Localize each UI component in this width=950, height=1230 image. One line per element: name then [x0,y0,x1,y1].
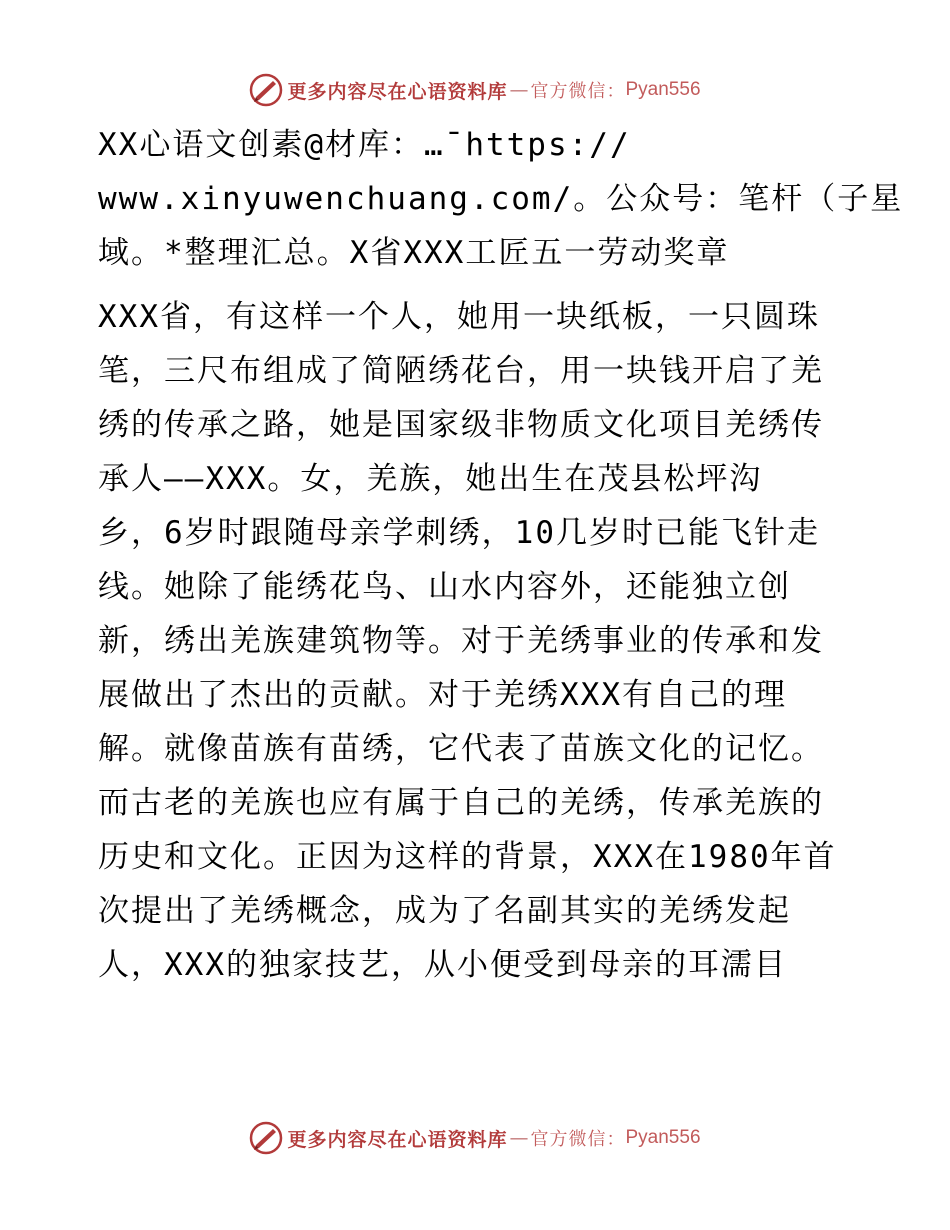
body-line: 线。她除了能绣花鸟、山水内容外，还能独立创 [98,569,791,605]
watermark-promo-text: 更多内容尽在心语资料库 [287,80,508,103]
body-line: 人，XXX的独家技艺，从小便受到母亲的耳濡目 [98,947,787,983]
pen-logo-icon [249,73,283,107]
watermark-banner-bottom [0,1118,950,1158]
body-line: 承人——XXX。女，羌族，她出生在茂县松坪沟 [98,461,763,497]
document-content [98,118,904,992]
header-line: XX心语文创素@材库：…¯https:// [98,127,631,163]
paragraph-gap [98,280,858,290]
document-header [98,118,904,280]
body-line: 解。就像苗族有苗绣，它代表了苗族文化的记忆。 [98,731,824,767]
body-line: 乡，6岁时跟随母亲学刺绣，10几岁时已能飞针走 [98,515,820,551]
body-line: 展做出了杰出的贡献。对于羌绣XXX有自己的理 [98,677,787,713]
watermark-wechat-id: Pyan556 [625,1127,701,1148]
body-line: 绣的传承之路，她是国家级非物质文化项目羌绣传 [98,407,824,443]
body-line: 历史和文化。正因为这样的背景，XXX在1980年首 [98,839,837,875]
body-line: 次提出了羌绣概念，成为了名副其实的羌绣发起 [98,893,791,929]
document-body [98,290,858,992]
header-line: www.xinyuwenchuang.com/。公众号：笔杆（子星 [98,181,904,217]
watermark-dash: — [509,79,529,101]
watermark-wechat-id: Pyan556 [625,79,701,100]
header-line: 域。*整理汇总。X省XXX工匠五一劳动奖章 [98,235,730,271]
body-line: XXX省，有这样一个人，她用一块纸板，一只圆珠 [98,299,820,335]
watermark-promo-text: 更多内容尽在心语资料库 [287,1128,508,1151]
body-line: 笔，三尺布组成了简陋绣花台，用一块钱开启了羌 [98,353,824,389]
watermark-dash: — [509,1127,529,1149]
watermark-wechat-label: 官方微信： [530,1129,626,1150]
body-line: 而古老的羌族也应有属于自己的羌绣，传承羌族的 [98,785,824,821]
watermark-wechat-label: 官方微信： [530,81,626,102]
body-line: 新，绣出羌族建筑物等。对于羌绣事业的传承和发 [98,623,824,659]
watermark-banner-top [0,70,950,110]
pen-logo-icon [249,1121,283,1155]
